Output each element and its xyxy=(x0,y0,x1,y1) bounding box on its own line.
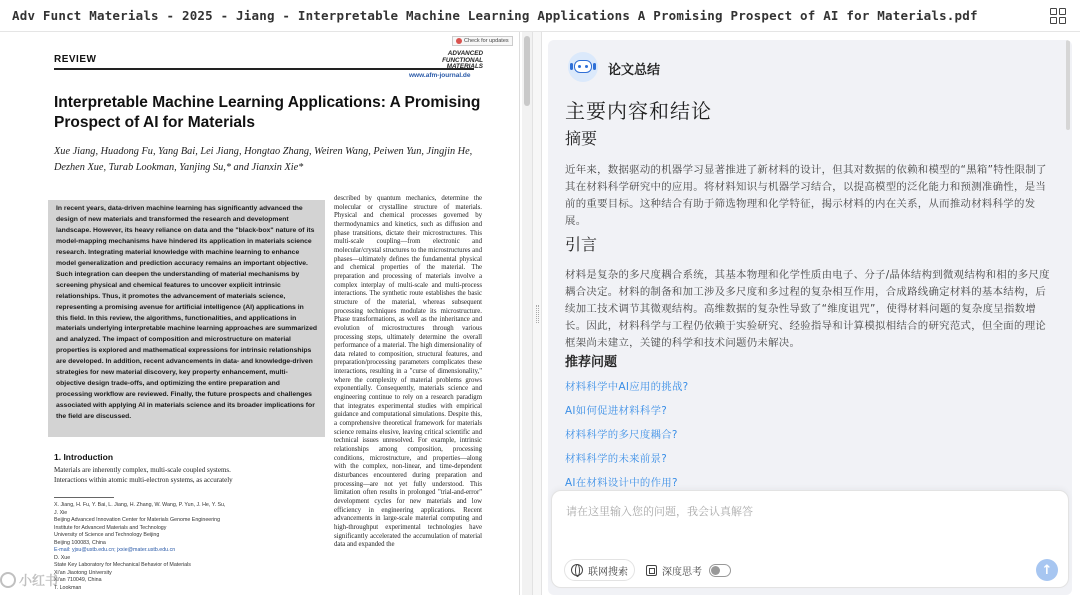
pane-divider[interactable] xyxy=(532,32,542,595)
footnote-line: D. Xue xyxy=(54,554,71,561)
suggested-question[interactable]: 材料科学的多尺度耦合? xyxy=(565,429,678,441)
main-heading: 主要内容和结论 xyxy=(565,99,712,123)
suggested-question[interactable]: AI在材料设计中的作用? xyxy=(565,477,678,489)
body-column-right: described by quantum mechanics, determine the molecular or crystalline structure of materials. Physical and chemical processes governed by thermodynamics and kinetics, such as diffusion and phase transitions, dictate their microstructures. This multi-scale coupling—from electronic and molecular/crystal structures to the microstructures and phases—ultimately defines the fundamental physical and chemical properties of the material. The preparation and processing of materials involve a complex interplay of multi-scale and multi-process interactions. The synthetic route establishes the basic structure of the material, whereas subsequent processing techniques modulate its microstructure. Phase transformations, as well as the inheritance and evolution of microstructures through various processing steps, ultimately determine the overall performance of a material. The high dimensionality of data related to composition, structural features, and preparation/processing parameters complicates these interactions, resulting in a "curse of dimensionality," where the complexity of material problems grows exponentially. Consequently, materials science and engineering continue to rely on a research paradigm that integrates experimental studies with empirical guidance and computational simulations. Despite this, a comprehensive theoretical framework for materials science remains elusive, leaving critical scientific and technical issues unresolved. For example, intrinsic relationships among composition, processing conditions, microstructure, and properties—along with the complex, non-linear, and time-dependent disturbances encountered during preparation and processing—are not yet fully understood. This limitation often results in prolonged "trial-and-error" development cycles for new materials and low efficiency in engineering applications. Recent advancements in large-scale material computing and high-throughput experimental technologies have significantly accelerated the accumulation of material data and expanded the xyxy=(334,195,482,549)
pdf-page xyxy=(10,32,520,595)
summary-scrollbar[interactable] xyxy=(1066,40,1070,130)
suggested-question[interactable]: AI如何促进材料科学? xyxy=(565,405,668,417)
paper-title: Interpretable Machine Learning Applications: A Promising Prospect of AI for Materials xyxy=(54,94,481,131)
pdf-viewer[interactable] xyxy=(0,32,532,595)
watermark-logo-icon xyxy=(0,572,16,588)
footnote-line: Beijing Advanced Innovation Center for Materials Genome Engineering xyxy=(54,517,221,523)
footnote-line: X. Jiang, H. Fu, Y. Bai, L. Jiang, H. Zhang, W. Wang, P. Yun, J. He, Y. Su, xyxy=(54,502,226,508)
footnote-line: Xi'an 710049, China xyxy=(54,577,102,583)
paper-authors: Xue Jiang, Huadong Fu, Yang Bai, Lei Jiang, Hongtao Zhang, Weiren Wang, Peiwen Yun, Jingjin He, Dezhen Xue, Turab Lookman, Yanjing Su,* and Jianxin Xie* xyxy=(54,146,473,173)
deep-think-switch[interactable] xyxy=(709,564,731,577)
chat-input-card xyxy=(551,490,1069,588)
abstract-heading: 摘要 xyxy=(565,129,598,148)
journal-logo: ADVANCED FUNCTIONAL MATERIALS xyxy=(442,50,483,70)
update-icon xyxy=(456,38,462,44)
suggested-question[interactable]: 材料科学中AI应用的挑战? xyxy=(565,381,689,393)
pdf-scrollbar[interactable] xyxy=(522,32,532,595)
deep-think-option[interactable]: 深度思考 xyxy=(640,559,737,581)
footnote-rule xyxy=(54,497,114,498)
web-search-toggle[interactable]: 联网搜索 xyxy=(564,559,635,581)
section-label: REVIEW xyxy=(54,54,97,65)
pdf-scroll-thumb[interactable] xyxy=(524,36,530,106)
grid-view-icon[interactable] xyxy=(1050,8,1066,24)
send-button[interactable] xyxy=(1036,559,1058,581)
intro-heading: 1. Introduction xyxy=(54,452,114,462)
question-input[interactable] xyxy=(566,503,1054,543)
abstract-box xyxy=(48,200,325,437)
questions-heading: 推荐问题 xyxy=(565,355,618,370)
suggested-question[interactable]: 材料科学的未来前景? xyxy=(565,453,668,465)
deep-think-icon xyxy=(646,565,657,576)
footnotes xyxy=(54,502,264,592)
footnote-line: University of Science and Technology Beijing xyxy=(54,532,160,538)
globe-icon xyxy=(571,564,583,576)
header-rule xyxy=(54,68,474,70)
watermark: 小红书 xyxy=(0,570,58,589)
footnote-line: T. Lookman xyxy=(54,584,82,591)
arrow-up-icon: ↑ xyxy=(1041,562,1053,578)
footnote-line: Beijing 100083, China xyxy=(54,539,106,546)
footnote-line: Xi'an Jiaotong University xyxy=(54,569,112,576)
intro-text: Materials are inherently complex, multi-scale coupled systems. Interactions within atomic multi-electron systems, as accurately xyxy=(54,466,233,484)
intro-heading-cn: 引言 xyxy=(565,235,598,254)
journal-url[interactable]: www.afm-journal.de xyxy=(409,72,471,79)
abstract-text: In recent years, data-driven machine learning has significantly advanced the design of new materials and transformed the research and development landscape. However, its heavy reliance on data and the "black-box" nature of its model-mapping mechanisms have hindered its application in materials science research. Integrating material knowledge with machine learning to enhance model generalization and prediction accuracy remains an important objective. Such integration can deepen the understanding of material mechanisms by screening physical and chemical features to uncover explicit intrinsic relationships. Thus, it promotes the advancement of materials science, representing a promising avenue for artificial intelligence (AI) applications in this field. In this review, the algorithms, functionalities, and applications in materials underlying interpretable machine learning approaches are summarized and analyzed. The impact of composition and microstructure on material properties is explored and mathematical expressions for intrinsic relationships are developed. In addition, recent advancements in data- and knowledge-driven strategies for new material discovery, key property enhancement, multi-objective design trade-offs, and optimizing the entire preparation and processing workflow are reviewed. Finally, the future prospects and challenges associated with applying AI in materials science and its broader implications for the field are discussed. xyxy=(56,205,318,421)
intro-summary: 材料是复杂的多尺度耦合系统，其基本物理和化学性质由电子、分子/晶体结构到微观结构和相的多尺度耦合决定。材料的制备和加工涉及多尺度和多过程的复杂相互作用，合成路线确定材料的基本结构，后续加工技术调节其微观结构。高维数据的复杂性导致了“维度诅咒”，使得材料问题的复杂度呈指数增长。因此，材料科学与工程仍依赖于实验研究、经验指导和计算模拟相结合的研究范式，但全面的理论框架尚未建立，关键的科学和技术问题仍未解决。 xyxy=(565,269,1050,349)
footnote-line: J. Xie xyxy=(54,509,68,516)
footnote-email[interactable]: E-mail: yjsu@ustb.edu.cn; jxxie@mater.ustb.edu.cn xyxy=(54,547,176,553)
footnote-line: State Key Laboratory for Mechanical Behavior of Materials xyxy=(54,562,191,568)
robot-avatar-icon xyxy=(568,52,598,82)
summary-header: 论文总结 xyxy=(608,63,661,78)
drag-handle-icon[interactable] xyxy=(536,305,539,323)
title-bar xyxy=(0,0,1080,32)
check-updates-badge[interactable]: Check for updates xyxy=(452,36,513,46)
footnote-line: Institute for Advanced Materials and Technology xyxy=(54,524,167,531)
window-title: Adv Funct Materials - 2025 - Jiang - Interpretable Machine Learning Applications A Promising Prospect of AI for Materials.pdf xyxy=(12,8,978,23)
abstract-summary: 近年来，数据驱动的机器学习显著推进了新材料的设计，但其对数据的依赖和模型的“黑箱”特性限制了其在材料科学研究中的应用。将材料知识与机器学习结合，以提高模型的泛化能力和预测准确性，是当前的重要目标。这种结合有助于筛选物理和化学特征，揭示材料的内在关系，从而推动材料科学的发展。 xyxy=(565,164,1047,227)
